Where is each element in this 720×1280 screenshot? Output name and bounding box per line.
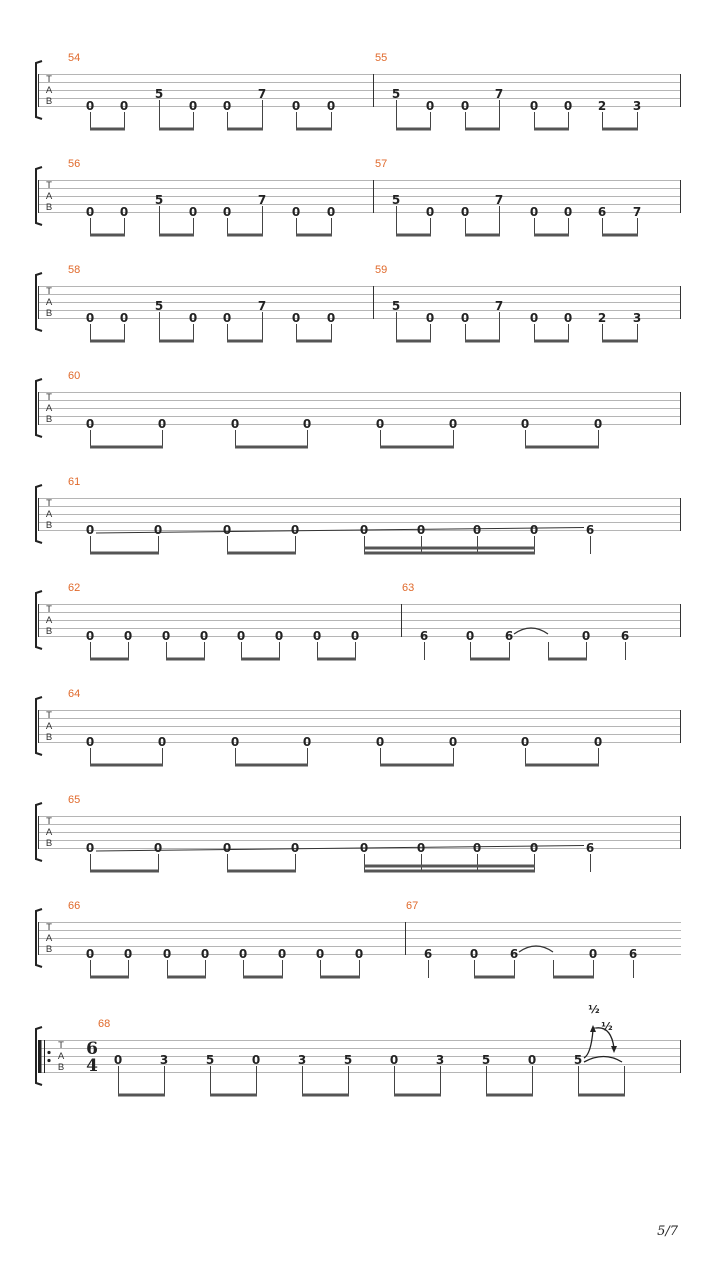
fret-number: 7 xyxy=(494,299,504,313)
fret-number: 0 xyxy=(222,523,232,537)
fret-number: 0 xyxy=(375,735,385,749)
measure-number: 62 xyxy=(68,582,81,594)
fret-number: 0 xyxy=(593,417,603,431)
fret-number: 0 xyxy=(448,417,458,431)
tab-clef-t: T xyxy=(46,180,52,191)
fret-number: 0 xyxy=(238,947,248,961)
fret-number: 0 xyxy=(425,311,435,325)
tab-clef-a: A xyxy=(45,191,53,202)
fret-number: 5 xyxy=(481,1053,491,1067)
fret-number: 0 xyxy=(85,99,95,113)
measure-number: 63 xyxy=(402,582,415,594)
page-number: 5/7 xyxy=(657,1224,678,1239)
fret-number: 0 xyxy=(563,99,573,113)
tab-clef-b: B xyxy=(45,202,53,213)
fret-number: 0 xyxy=(123,947,133,961)
fret-number: 0 xyxy=(291,205,301,219)
fret-number: 0 xyxy=(251,1053,261,1067)
note-stems xyxy=(91,206,638,236)
fret-number: 7 xyxy=(257,193,267,207)
note-stems xyxy=(91,960,634,978)
tab-system xyxy=(36,264,681,342)
tab-clef-a: A xyxy=(45,721,53,732)
tab-clef-t: T xyxy=(46,710,52,721)
staff-lines xyxy=(38,711,681,743)
fret-number: 0 xyxy=(153,841,163,855)
fret-number: 0 xyxy=(354,947,364,961)
fret-number: 5 xyxy=(391,193,401,207)
fret-number: 0 xyxy=(200,947,210,961)
bend-amount: ½ xyxy=(601,1020,613,1033)
fret-number: 0 xyxy=(188,311,198,325)
fret-number: 0 xyxy=(291,99,301,113)
tab-clef-a: A xyxy=(45,85,53,96)
bend-notation xyxy=(584,1003,622,1062)
tab-clef-t: T xyxy=(58,1040,64,1051)
measure-number: 68 xyxy=(98,1018,111,1030)
fret-number: 0 xyxy=(529,99,539,113)
staff-lines xyxy=(38,393,681,425)
tab-clef-b: B xyxy=(45,308,53,319)
fret-number: 0 xyxy=(520,735,530,749)
fret-number: 6 xyxy=(423,947,433,961)
fret-number: 0 xyxy=(85,417,95,431)
fret-number: 0 xyxy=(375,417,385,431)
fret-number: 0 xyxy=(113,1053,123,1067)
fret-number: 0 xyxy=(520,417,530,431)
tab-clef-t: T xyxy=(46,392,52,403)
tab-system xyxy=(36,1003,681,1096)
fret-number: 0 xyxy=(416,523,426,537)
fret-number: 0 xyxy=(85,523,95,537)
measure-number: 67 xyxy=(406,900,419,912)
measure-number: 58 xyxy=(68,264,81,276)
fret-number: 5 xyxy=(391,299,401,313)
fret-number: 6 xyxy=(620,629,630,643)
fret-number: 6 xyxy=(504,629,514,643)
hold-arc xyxy=(584,1057,622,1063)
fret-number: 0 xyxy=(222,311,232,325)
tab-system xyxy=(36,900,681,978)
staff-lines xyxy=(38,1041,681,1073)
fret-number: 0 xyxy=(563,205,573,219)
fret-number: 0 xyxy=(416,841,426,855)
measure-number: 57 xyxy=(375,158,388,170)
fret-number: 0 xyxy=(222,205,232,219)
tab-system xyxy=(36,582,681,660)
fret-number: 0 xyxy=(222,99,232,113)
tab-clef-t: T xyxy=(46,816,52,827)
note-beams xyxy=(90,548,535,553)
fret-number: 0 xyxy=(162,947,172,961)
arrow-head xyxy=(611,1046,617,1053)
fret-number: 2 xyxy=(597,99,607,113)
tab-clef-t: T xyxy=(46,922,52,933)
fret-number: 5 xyxy=(154,87,164,101)
fret-number: 0 xyxy=(230,735,240,749)
tab-clef-b: B xyxy=(45,944,53,955)
fret-number: 5 xyxy=(205,1053,215,1067)
fret-number: 0 xyxy=(302,735,312,749)
fret-number: 0 xyxy=(527,1053,537,1067)
fret-number: 0 xyxy=(119,99,129,113)
fret-number: 3 xyxy=(435,1053,445,1067)
note-beams xyxy=(90,866,535,871)
tab-clef-a: A xyxy=(45,403,53,414)
tab-system xyxy=(36,52,681,130)
tab-clef-a: A xyxy=(45,615,53,626)
fret-number: 2 xyxy=(597,311,607,325)
fret-number: 0 xyxy=(312,629,322,643)
note-stems xyxy=(91,100,638,130)
fret-number: 0 xyxy=(302,417,312,431)
fret-number: 0 xyxy=(563,311,573,325)
fret-number: 0 xyxy=(119,205,129,219)
staff-lines xyxy=(38,181,681,213)
tab-system xyxy=(36,158,681,236)
fret-number: 0 xyxy=(290,523,300,537)
fret-number: 0 xyxy=(359,523,369,537)
fret-number: 0 xyxy=(222,841,232,855)
note-stems xyxy=(119,1066,625,1096)
fret-number: 0 xyxy=(465,629,475,643)
measure-number: 60 xyxy=(68,370,81,382)
measure-number: 54 xyxy=(68,52,81,64)
fret-number: 0 xyxy=(389,1053,399,1067)
fret-number: 0 xyxy=(291,311,301,325)
measure-number: 61 xyxy=(68,476,81,488)
bend-amount: ½ xyxy=(588,1003,600,1016)
fret-number: 0 xyxy=(290,841,300,855)
measure-number: 56 xyxy=(68,158,81,170)
measure-number: 65 xyxy=(68,794,81,806)
fret-number: 0 xyxy=(529,205,539,219)
tab-clef-b: B xyxy=(45,732,53,743)
fret-number: 0 xyxy=(593,735,603,749)
fret-number: 6 xyxy=(419,629,429,643)
fret-number: 0 xyxy=(326,311,336,325)
fret-number: 0 xyxy=(274,629,284,643)
fret-number: 0 xyxy=(315,947,325,961)
fret-number: 5 xyxy=(391,87,401,101)
note-stems xyxy=(91,642,626,660)
fret-number: 0 xyxy=(460,99,470,113)
fret-number: 5 xyxy=(343,1053,353,1067)
staff-lines xyxy=(38,287,681,319)
fret-number: 0 xyxy=(460,311,470,325)
note-stems xyxy=(91,854,591,872)
fret-number: 6 xyxy=(585,523,595,537)
fret-number: 6 xyxy=(597,205,607,219)
fret-number: 0 xyxy=(350,629,360,643)
fret-number: 0 xyxy=(161,629,171,643)
fret-number: 0 xyxy=(157,735,167,749)
fret-number: 0 xyxy=(448,735,458,749)
fret-number: 0 xyxy=(85,629,95,643)
fret-number: 7 xyxy=(257,87,267,101)
fret-number: 0 xyxy=(469,947,479,961)
fret-number: 0 xyxy=(188,99,198,113)
tab-system xyxy=(36,476,681,554)
fret-number: 0 xyxy=(85,947,95,961)
fret-number: 3 xyxy=(297,1053,307,1067)
fret-number: 0 xyxy=(236,629,246,643)
fret-number: 0 xyxy=(588,947,598,961)
fret-number: 0 xyxy=(326,99,336,113)
fret-number: 0 xyxy=(119,311,129,325)
tab-clef-t: T xyxy=(46,498,52,509)
fret-number: 0 xyxy=(472,523,482,537)
fret-number: 5 xyxy=(154,299,164,313)
fret-number: 0 xyxy=(425,205,435,219)
fret-number: 6 xyxy=(628,947,638,961)
fret-number: 0 xyxy=(529,311,539,325)
tab-clef-b: B xyxy=(45,838,53,849)
fret-number: 6 xyxy=(509,947,519,961)
fret-number: 0 xyxy=(529,841,539,855)
fret-number: 5 xyxy=(573,1053,583,1067)
measure-number: 55 xyxy=(375,52,388,64)
fret-number: 0 xyxy=(199,629,209,643)
tab-clef-a: A xyxy=(45,827,53,838)
tab-clef-t: T xyxy=(46,74,52,85)
note-stems xyxy=(91,430,599,448)
tab-clef-b: B xyxy=(45,414,53,425)
fret-number: 0 xyxy=(230,417,240,431)
fret-number: 0 xyxy=(460,205,470,219)
fret-number: 0 xyxy=(425,99,435,113)
tab-system xyxy=(36,688,681,766)
fret-number: 0 xyxy=(123,629,133,643)
fret-number: 0 xyxy=(188,205,198,219)
fret-number: 7 xyxy=(632,205,642,219)
fret-number: 0 xyxy=(472,841,482,855)
fret-number: 0 xyxy=(581,629,591,643)
fret-number: 3 xyxy=(632,311,642,325)
tab-clef-b: B xyxy=(45,96,53,107)
bend-arrow xyxy=(584,1030,593,1058)
fret-number: 0 xyxy=(277,947,287,961)
fret-number: 3 xyxy=(159,1053,169,1067)
tab-clef-a: A xyxy=(45,509,53,520)
fret-number: 0 xyxy=(85,735,95,749)
fret-number: 3 xyxy=(632,99,642,113)
tab-clef-a: A xyxy=(57,1051,65,1062)
fret-number: 0 xyxy=(85,311,95,325)
time-signature-denominator: 4 xyxy=(86,1056,98,1076)
fret-number: 0 xyxy=(529,523,539,537)
fret-number: 0 xyxy=(157,417,167,431)
staff-lines xyxy=(38,75,681,107)
fret-number: 0 xyxy=(85,205,95,219)
tab-clef-t: T xyxy=(46,604,52,615)
fret-number: 5 xyxy=(154,193,164,207)
measure-number: 66 xyxy=(68,900,81,912)
fret-number: 7 xyxy=(494,193,504,207)
tab-clef-a: A xyxy=(45,297,53,308)
measure-number: 59 xyxy=(375,264,388,276)
note-stems xyxy=(91,748,599,766)
fret-number: 0 xyxy=(359,841,369,855)
fret-number: 6 xyxy=(585,841,595,855)
note-stems xyxy=(91,536,591,554)
tab-system xyxy=(36,370,681,448)
fret-number: 0 xyxy=(326,205,336,219)
fret-number: 7 xyxy=(257,299,267,313)
tab-system xyxy=(36,794,681,872)
note-stems xyxy=(91,312,638,342)
fret-number: 0 xyxy=(153,523,163,537)
tab-clef-a: A xyxy=(45,933,53,944)
measure-number: 64 xyxy=(68,688,81,700)
fret-number: 7 xyxy=(494,87,504,101)
tab-clef-b: B xyxy=(57,1062,65,1073)
fret-number: 0 xyxy=(85,841,95,855)
tab-clef-b: B xyxy=(45,626,53,637)
time-signature-numerator: 6 xyxy=(86,1039,98,1059)
tab-clef-b: B xyxy=(45,520,53,531)
tab-clef-t: T xyxy=(46,286,52,297)
